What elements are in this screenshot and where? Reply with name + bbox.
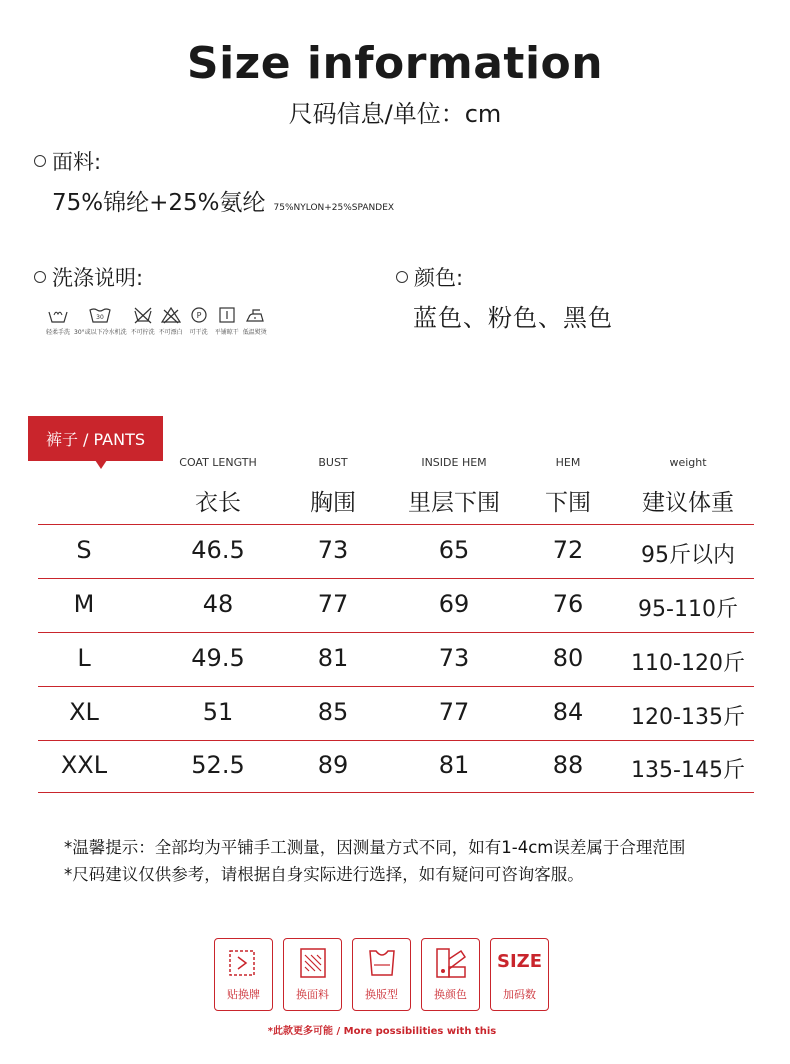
bullet-circle-icon bbox=[34, 155, 46, 167]
header-en-bust: BUST bbox=[318, 456, 348, 469]
hem-cell: 88 bbox=[552, 751, 584, 779]
table-divider bbox=[38, 524, 754, 525]
hand-wash-icon bbox=[46, 306, 70, 324]
no-bleach-item bbox=[159, 306, 183, 336]
option-label: 贴换牌 bbox=[227, 988, 260, 1001]
option-label: 加码数 bbox=[503, 988, 536, 1001]
fabric-value-zh: 75%锦纶+25%氨纶 bbox=[52, 190, 266, 216]
flat-dry-item bbox=[215, 306, 239, 336]
more-possibilities: *此款更多可能 / More possibilities with this bbox=[267, 1026, 497, 1037]
hand-wash-item bbox=[46, 306, 70, 336]
wash-caption: 平铺晾干 bbox=[214, 329, 239, 336]
weight-cell: 95斤以内 bbox=[641, 543, 735, 568]
header-en-hem: HEM bbox=[555, 456, 581, 469]
washing-label-text: 洗涤说明: bbox=[52, 266, 144, 290]
option-buttons bbox=[214, 938, 559, 1011]
bullet-circle-icon bbox=[34, 271, 46, 283]
change-pattern-button[interactable] bbox=[352, 938, 411, 1011]
page-subtitle: 尺码信息/单位：cm bbox=[288, 100, 502, 128]
inside-hem-cell: 73 bbox=[438, 644, 470, 672]
header-en-weight: weight bbox=[669, 456, 707, 469]
note-line: *尺码建议仅供参考，请根据自身实际进行选择，如有疑问可咨询客服。 bbox=[64, 865, 584, 884]
flat-dry-icon bbox=[215, 306, 239, 324]
wash-icons bbox=[46, 306, 271, 336]
header-zh-hem: 下围 bbox=[545, 490, 591, 516]
inside-hem-cell: 65 bbox=[438, 536, 470, 564]
table-divider bbox=[38, 578, 754, 579]
header-zh-inside-hem: 里层下围 bbox=[408, 490, 500, 516]
colors-value: 蓝色、粉色、黑色 bbox=[413, 304, 613, 332]
header-zh-weight: 建议体重 bbox=[642, 490, 734, 516]
bust-cell: 81 bbox=[317, 644, 349, 672]
top-silhouette-icon bbox=[362, 945, 402, 981]
svg-text:30: 30 bbox=[96, 314, 105, 321]
inside-hem-cell: 77 bbox=[438, 698, 470, 726]
change-label-button[interactable] bbox=[214, 938, 273, 1011]
page-title: Size information bbox=[186, 38, 604, 89]
header-zh-length: 衣长 bbox=[195, 490, 241, 516]
no-wring-item bbox=[131, 306, 155, 336]
change-color-button[interactable] bbox=[421, 938, 480, 1011]
header-en-inside-hem: INSIDE HEM bbox=[421, 456, 487, 469]
no-wring-icon bbox=[131, 306, 155, 324]
tag-arrow-icon bbox=[95, 460, 107, 469]
inside-hem-cell: 69 bbox=[438, 590, 470, 618]
length-cell: 51 bbox=[202, 698, 234, 726]
notes bbox=[64, 834, 685, 888]
header-zh-bust: 胸围 bbox=[310, 490, 356, 516]
length-cell: 48 bbox=[202, 590, 234, 618]
weight-cell: 120-135斤 bbox=[631, 705, 745, 730]
bust-cell: 85 bbox=[317, 698, 349, 726]
dry-clean-icon bbox=[187, 306, 211, 324]
table-divider bbox=[38, 686, 754, 687]
weight-cell: 95-110斤 bbox=[638, 597, 738, 622]
wash-30-item bbox=[74, 306, 127, 336]
color-swatch-icon bbox=[431, 945, 471, 981]
bust-cell: 89 bbox=[317, 751, 349, 779]
label-tag-icon bbox=[224, 945, 264, 981]
option-label: 换颜色 bbox=[434, 988, 467, 1001]
low-iron-item bbox=[243, 306, 267, 336]
dry-clean-item bbox=[187, 306, 211, 336]
hem-cell: 76 bbox=[552, 590, 584, 618]
table-divider bbox=[38, 740, 754, 741]
fabric-label-text: 面料: bbox=[52, 150, 102, 174]
table-divider bbox=[38, 632, 754, 633]
fabric-value-en: 75%NYLON+25%SPANDEX bbox=[273, 203, 395, 213]
bullet-circle-icon bbox=[396, 271, 408, 283]
wash-caption: 可干洗 bbox=[189, 329, 208, 336]
low-iron-icon bbox=[243, 306, 267, 324]
wash-caption: 30°或以下冷水机洗 bbox=[74, 329, 127, 336]
wash-caption: 低温熨烫 bbox=[242, 329, 267, 336]
change-fabric-button[interactable] bbox=[283, 938, 342, 1011]
size-cell: M bbox=[73, 590, 95, 618]
header-en-length: COAT LENGTH bbox=[179, 456, 257, 469]
table-divider bbox=[38, 792, 754, 793]
option-label: 换面料 bbox=[296, 988, 329, 1001]
note-line: *温馨提示：全部均为平铺手工测量，因测量方式不同，如有1-4cm误差属于合理范围 bbox=[64, 838, 686, 857]
size-cell: XXL bbox=[60, 751, 108, 779]
length-cell: 49.5 bbox=[191, 644, 245, 672]
add-size-button[interactable] bbox=[490, 938, 549, 1011]
fabric-label bbox=[34, 146, 101, 176]
weight-cell: 135-145斤 bbox=[631, 758, 745, 783]
length-cell: 52.5 bbox=[191, 751, 245, 779]
no-bleach-icon bbox=[159, 306, 183, 324]
bust-cell: 77 bbox=[317, 590, 349, 618]
washing-label bbox=[34, 262, 143, 292]
weight-cell: 110-120斤 bbox=[631, 651, 745, 676]
size-cell: L bbox=[77, 644, 91, 672]
size-cell: XL bbox=[69, 698, 99, 726]
wash-caption: 不可拧洗 bbox=[130, 329, 155, 336]
fabric-swatch-icon bbox=[293, 945, 333, 981]
colors-label bbox=[396, 262, 463, 292]
hem-cell: 84 bbox=[552, 698, 584, 726]
colors-label-text: 颜色: bbox=[414, 266, 464, 290]
size-badge-icon: SIZE bbox=[496, 951, 542, 972]
wash-caption: 不可漂白 bbox=[158, 329, 183, 336]
option-label: 换版型 bbox=[365, 988, 398, 1001]
wash-caption: 轻柔手洗 bbox=[46, 329, 71, 336]
bust-cell: 73 bbox=[317, 536, 349, 564]
hem-cell: 80 bbox=[552, 644, 584, 672]
fabric-value bbox=[52, 184, 394, 217]
category-tag: 裤子 / PANTS bbox=[28, 416, 163, 461]
inside-hem-cell: 81 bbox=[438, 751, 470, 779]
svg-text:P: P bbox=[196, 311, 202, 320]
length-cell: 46.5 bbox=[191, 536, 245, 564]
wash-30-icon bbox=[88, 306, 112, 324]
size-cell: S bbox=[76, 536, 92, 564]
hem-cell: 72 bbox=[552, 536, 584, 564]
